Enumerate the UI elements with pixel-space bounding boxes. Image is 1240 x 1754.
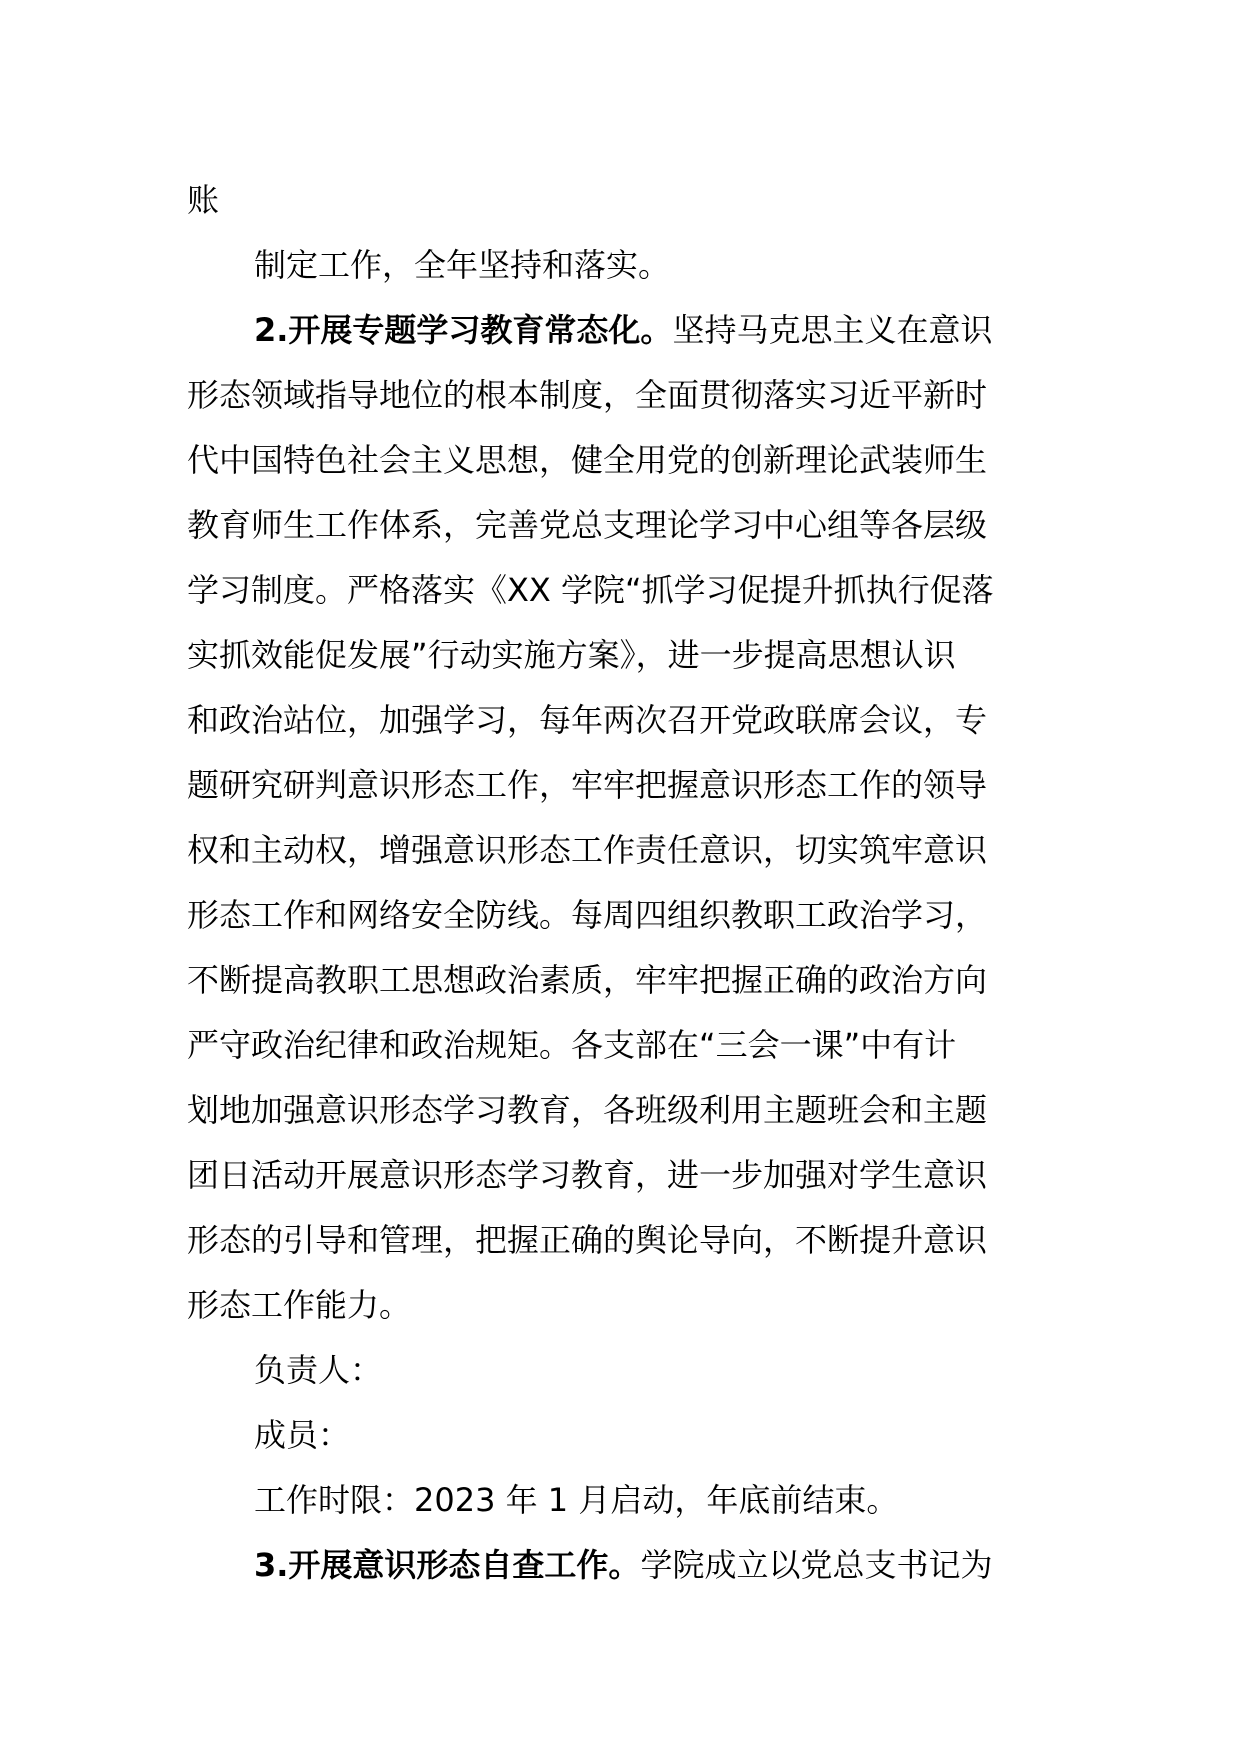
text-line: 和政治站位，加强学习，每年两次召开党政联席会议，专 bbox=[187, 701, 988, 739]
text-line: 形态工作能力。 bbox=[187, 1286, 412, 1324]
text-line: 代中国特色社会主义思想，健全用党的创新理论武装师生 bbox=[187, 441, 988, 479]
document-body bbox=[187, 168, 1055, 1598]
text-line: 形态工作和网络安全防线。每周四组织教职工政治学习， bbox=[187, 896, 988, 934]
text-line: 严守政治纪律和政治规矩。各支部在“三会一课”中有计 bbox=[187, 1026, 957, 1064]
responsible-person-label: 负责人： bbox=[254, 1351, 383, 1389]
text-run: 坚持马克思主义在意识 bbox=[672, 311, 993, 349]
text-line: 不断提高教职工思想政治素质，牢牢把握正确的政治方向 bbox=[187, 961, 988, 999]
text-line: 形态的引导和管理，把握正确的舆论导向，不断提升意识 bbox=[187, 1221, 988, 1259]
text-line: 学习制度。严格落实《XX 学院“抓学习促提升抓执行促落 bbox=[187, 571, 994, 609]
text-line: 团日活动开展意识形态学习教育，进一步加强对学生意识 bbox=[187, 1156, 988, 1194]
members-label: 成员： bbox=[254, 1416, 351, 1454]
section-heading: 3.开展意识形态自查工作。 bbox=[254, 1546, 641, 1584]
section-heading-line bbox=[187, 1533, 1055, 1598]
text-line: 划地加强意识形态学习教育，各班级利用主题班会和主题 bbox=[187, 1091, 988, 1129]
text-line: 实抓效能促发展”行动实施方案》，进一步提高思想认识 bbox=[187, 636, 956, 674]
text-line: 制定工作，全年坚持和落实。 bbox=[254, 246, 671, 284]
section-heading-line bbox=[187, 298, 1055, 363]
section-heading: 2.开展专题学习教育常态化。 bbox=[254, 311, 673, 349]
text-line: 教育师生工作体系，完善党总支理论学习中心组等各层级 bbox=[187, 506, 988, 544]
text-run: 学院成立以党总支书记为 bbox=[640, 1546, 993, 1584]
text-line: 权和主动权，增强意识形态工作责任意识，切实筑牢意识 bbox=[187, 831, 988, 869]
text-line: 形态领域指导地位的根本制度，全面贯彻落实习近平新时 bbox=[187, 376, 988, 414]
text-line: 账 bbox=[187, 181, 220, 219]
text-line: 题研究研判意识形态工作，牢牢把握意识形态工作的领导 bbox=[187, 766, 988, 804]
time-limit-line: 工作时限：2023 年 1 月启动，年底前结束。 bbox=[254, 1481, 899, 1519]
